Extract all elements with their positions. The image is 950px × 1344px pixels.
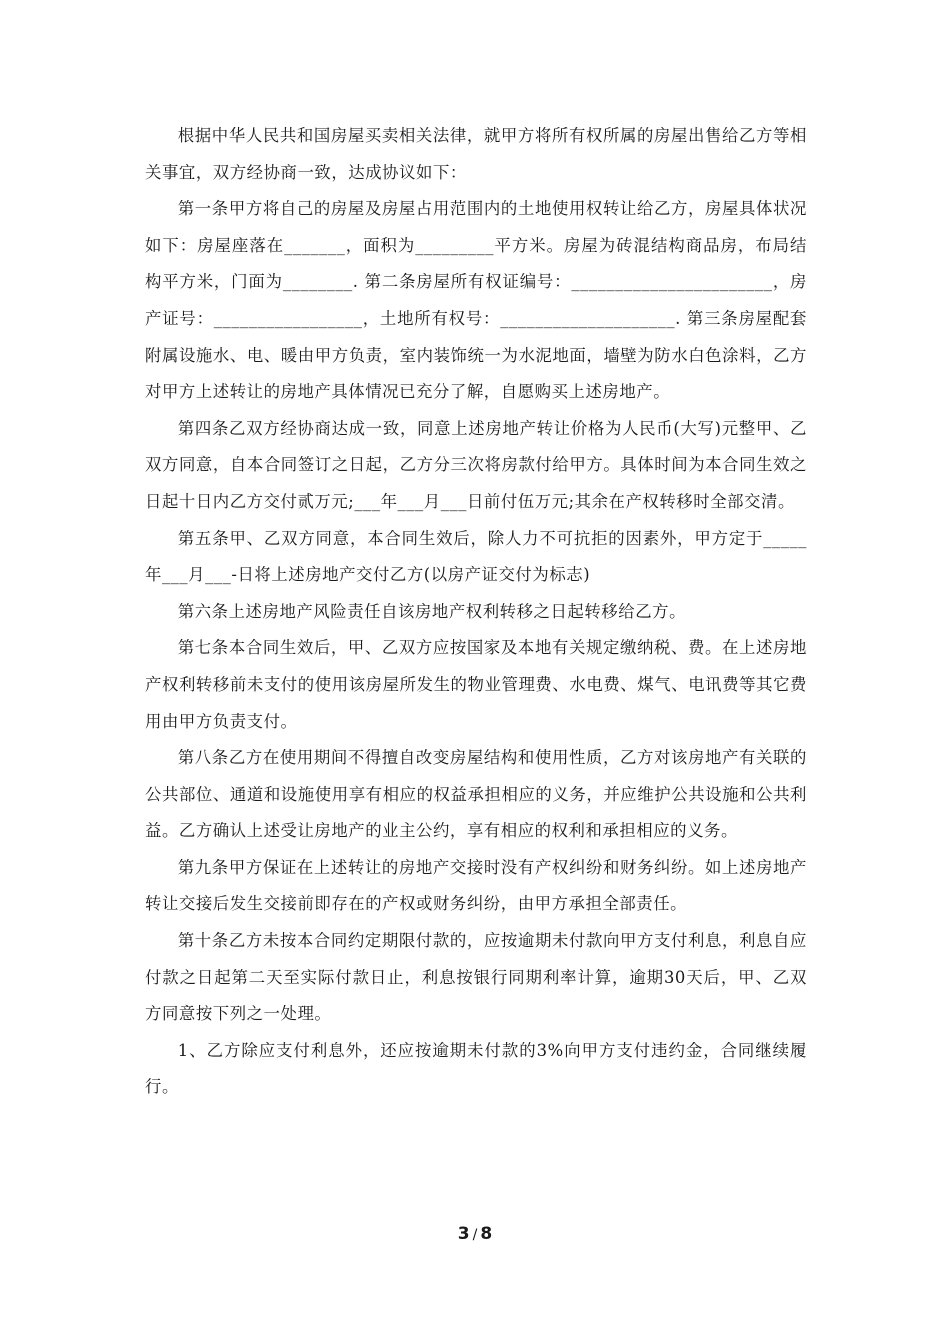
page-number xyxy=(0,1224,950,1244)
paragraph-article-5: 第五条甲、乙双方同意，本合同生效后，除人力不可抗拒的因素外，甲方定于_____年___月___-日将上述房地产交付乙方(以房产证交付为标志) xyxy=(145,528,807,585)
paragraph-article-4: 第四条乙双方经协商达成一致，同意上述房地产转让价格为人民币(大写)元整甲、乙双方同意，自本合同签订之日起，乙方分三次将房款付给甲方。具体时间为本合同生效之日起十日内乙方交付贰万元;___年___月___日前付伍万元;其余在产权转移时全部交清。 xyxy=(145,418,807,511)
paragraph-article-8: 第八条乙方在使用期间不得擅自改变房屋结构和使用性质，乙方对该房地产有关联的公共部位、通道和设施使用享有相应的权益承担相应的义务，并应维护公共设施和公共利益。乙方确认上述受让房地产的业主公约，享有相应的权利和承担相应的义务。 xyxy=(145,748,807,841)
paragraph-article-6: 第六条上述房地产风险责任自该房地产权利转移之日起转移给乙方。 xyxy=(177,601,687,621)
paragraph-article-10: 第十条乙方未按本合同约定期限付款的，应按逾期未付款向甲方支付利息，利息自应付款之日起第二天至实际付款日止，利息按银行同期利率计算，逾期30天后，甲、乙双方同意按下列之一处理。 xyxy=(145,931,807,1024)
paragraph-clause-1: 1、乙方除应支付利息外，还应按逾期未付款的3%向甲方支付违约金，合同继续履行。 xyxy=(145,1040,807,1097)
current-page: 3 xyxy=(457,1224,470,1244)
document-body xyxy=(145,118,807,1106)
paragraph-article-7: 第七条本合同生效后，甲、乙双方应按国家及本地有关规定缴纳税、费。在上述房地产权利转移前未支付的使用该房屋所发生的物业管理费、水电费、煤气、电讯费等其它费用由甲方负责支付。 xyxy=(145,638,807,731)
total-pages: 8 xyxy=(480,1224,493,1244)
page-separator: / xyxy=(472,1227,478,1243)
paragraph-article-1-3: 第一条甲方将自己的房屋及房屋占用范围内的土地使用权转让给乙方，房屋具体状况如下：房屋座落在_______，面积为_________平方米。房屋为砖混结构商品房，布局结构平方米，门面为________. 第二条房屋所有权证编号：_______________________，房产证号：_________________，土地所有权号：____________________. 第三条房屋配套附属设施水、电、暖由甲方负责，室内装饰统一为水泥地面，墙壁为防水白色涂料，乙方对甲方上述转让的房地产具体情况已充分了解，自愿购买上述房地产。 xyxy=(145,199,807,402)
paragraph-preamble: 根据中华人民共和国房屋买卖相关法律，就甲方将所有权所属的房屋出售给乙方等相关事宜，双方经协商一致，达成协议如下： xyxy=(145,126,807,182)
paragraph-article-9: 第九条甲方保证在上述转让的房地产交接时没有产权纠纷和财务纠纷。如上述房地产转让交接后发生交接前即存在的产权或财务纠纷，由甲方承担全部责任。 xyxy=(145,857,807,914)
